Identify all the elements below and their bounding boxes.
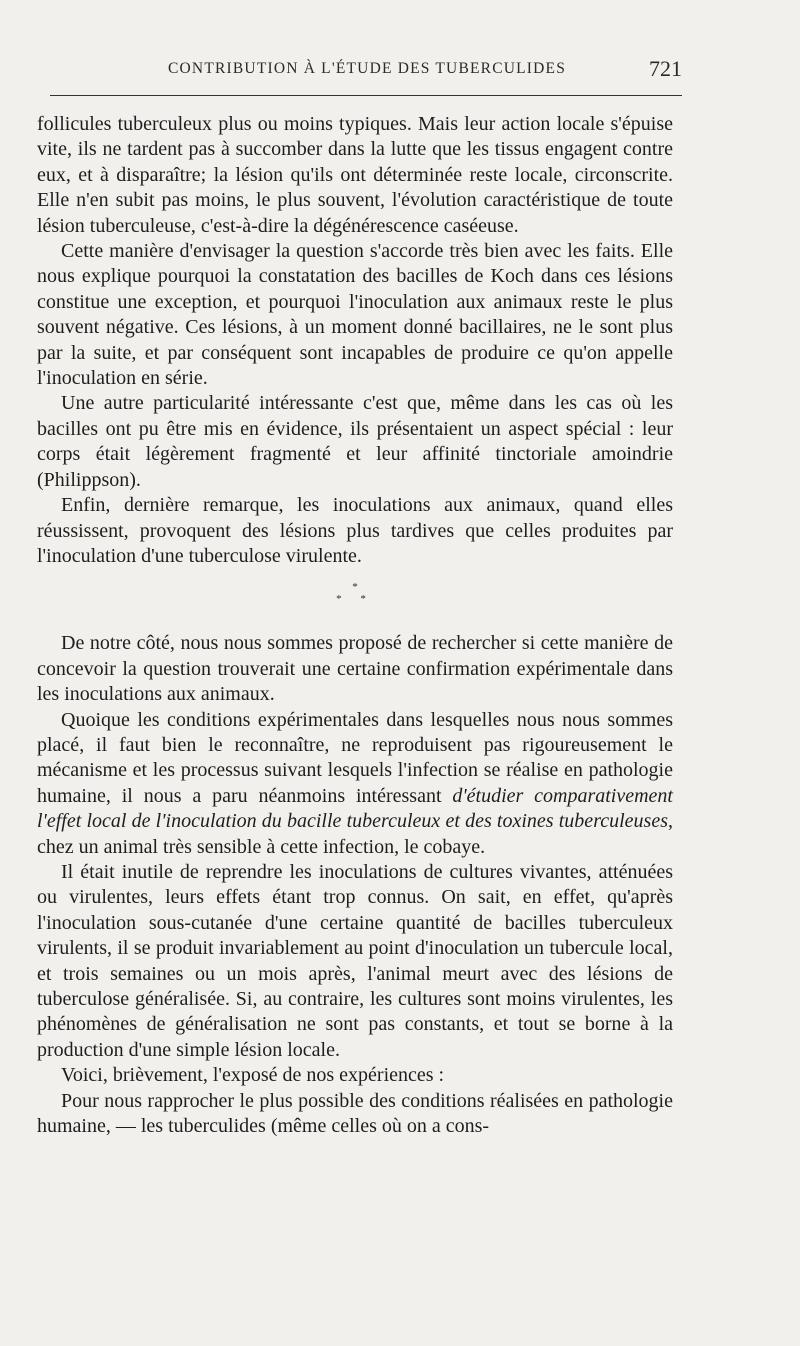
paragraph-6-italic-1: d'étudier comparativement l'effet local de l'inoculation du bacille tuberculeux	[37, 784, 673, 833]
body-text	[37, 112, 673, 1139]
paragraph-8: Voici, brièvement, l'exposé de nos expériences :	[61, 1064, 445, 1087]
running-head	[50, 58, 682, 84]
paragraph-6-end: , chez un animal très sensible à cette infection, le cobaye.	[37, 810, 673, 858]
page-number: 721	[649, 56, 682, 81]
asterism-top: *	[352, 581, 358, 594]
section-asterism	[37, 581, 673, 605]
paragraph-2: Cette manière d'envisager la question s'accorde très bien avec les faits. Elle nous explique pourquoi la constatation des bacilles de Koch dans ces lésions constitue une exception, et pourquoi l'inoculation aux animaux reste le plus souvent négative. Ces lésions, à un moment donné bacillaires, ne le sont plus par la suite, et par conséquent sont incapables de produire ce qu'on appelle l'inoculation en série.	[37, 240, 673, 390]
paragraph-6	[37, 708, 673, 860]
paragraph-4: Enfin, dernière remarque, les inoculations aux animaux, quand elles réussissent, provoquent des lésions plus tardives que celles produites par l'inoculation d'une tuberculose virulente.	[37, 494, 673, 567]
paragraph-7: Il était inutile de reprendre les inoculations de cultures vivantes, atténuées ou virulentes, leurs effets étant trop connus. On sait, en effet, qu'après l'inoculation sous-cutanée d'une certaine quantité de bacilles tuberculeux virulents, il se produit invariablement au point d'inoculation un tubercule local, et trois semaines ou un mois après, l'animal meurt avec des lésions de tuberculose généralisée. Si, au contraire, les cultures sont moins virulentes, les phénomènes de généralisation ne sont pas constants, et tout se borne à la production d'une simple lésion locale.	[37, 860, 673, 1061]
header-rule	[50, 95, 682, 96]
paragraph-9: Pour nous rapprocher le plus possible des conditions réalisées en pathologie humaine, — les tuberculides (même celles où on a cons-	[37, 1089, 673, 1138]
paragraph-5: De notre côté, nous nous sommes proposé de rechercher si cette manière de concevoir la question trouverait une certaine confirmation expérimentale dans les inoculations aux animaux.	[37, 632, 673, 706]
paragraph-3: Une autre particularité intéressante c'est que, même dans les cas où les bacilles ont pu être mis en évidence, ils présentaient un aspect spécial : leur corps était légèrement fragmenté et leur affinité tinctoriale amoindrie (Philippson).	[37, 392, 673, 491]
paragraph-6-italic-2: et des toxines tuberculeuses	[445, 810, 668, 833]
paragraph-1: follicules tuberculeux plus ou moins typiques. Mais leur action locale s'épuise vite, ils ne tardent pas à succomber dans la lutte que les tissus engagent contre eux, et à disparaître; la lésion qu'ils ont déterminée reste locale, circonscrite. Elle n'en subit pas moins, le plus souvent, l'évolution caractéristique de toute lésion tuberculeuse, c'est-à-dire la dégénérescence caséeuse.	[37, 113, 673, 237]
paragraph-6-start: Quoique les conditions expérimentales dans lesquelles nous nous sommes placé, il faut bien le reconnaître, ne reproduisent pas rigoureusement le mécanisme et les processus suivant lesquels l'infection se réalise en pathologie humaine, il nous a paru néanmoins intéressant	[37, 708, 673, 807]
running-title: CONTRIBUTION À L'ÉTUDE DES TUBERCULIDES	[168, 60, 567, 77]
asterism-bottom: * *	[336, 593, 374, 606]
